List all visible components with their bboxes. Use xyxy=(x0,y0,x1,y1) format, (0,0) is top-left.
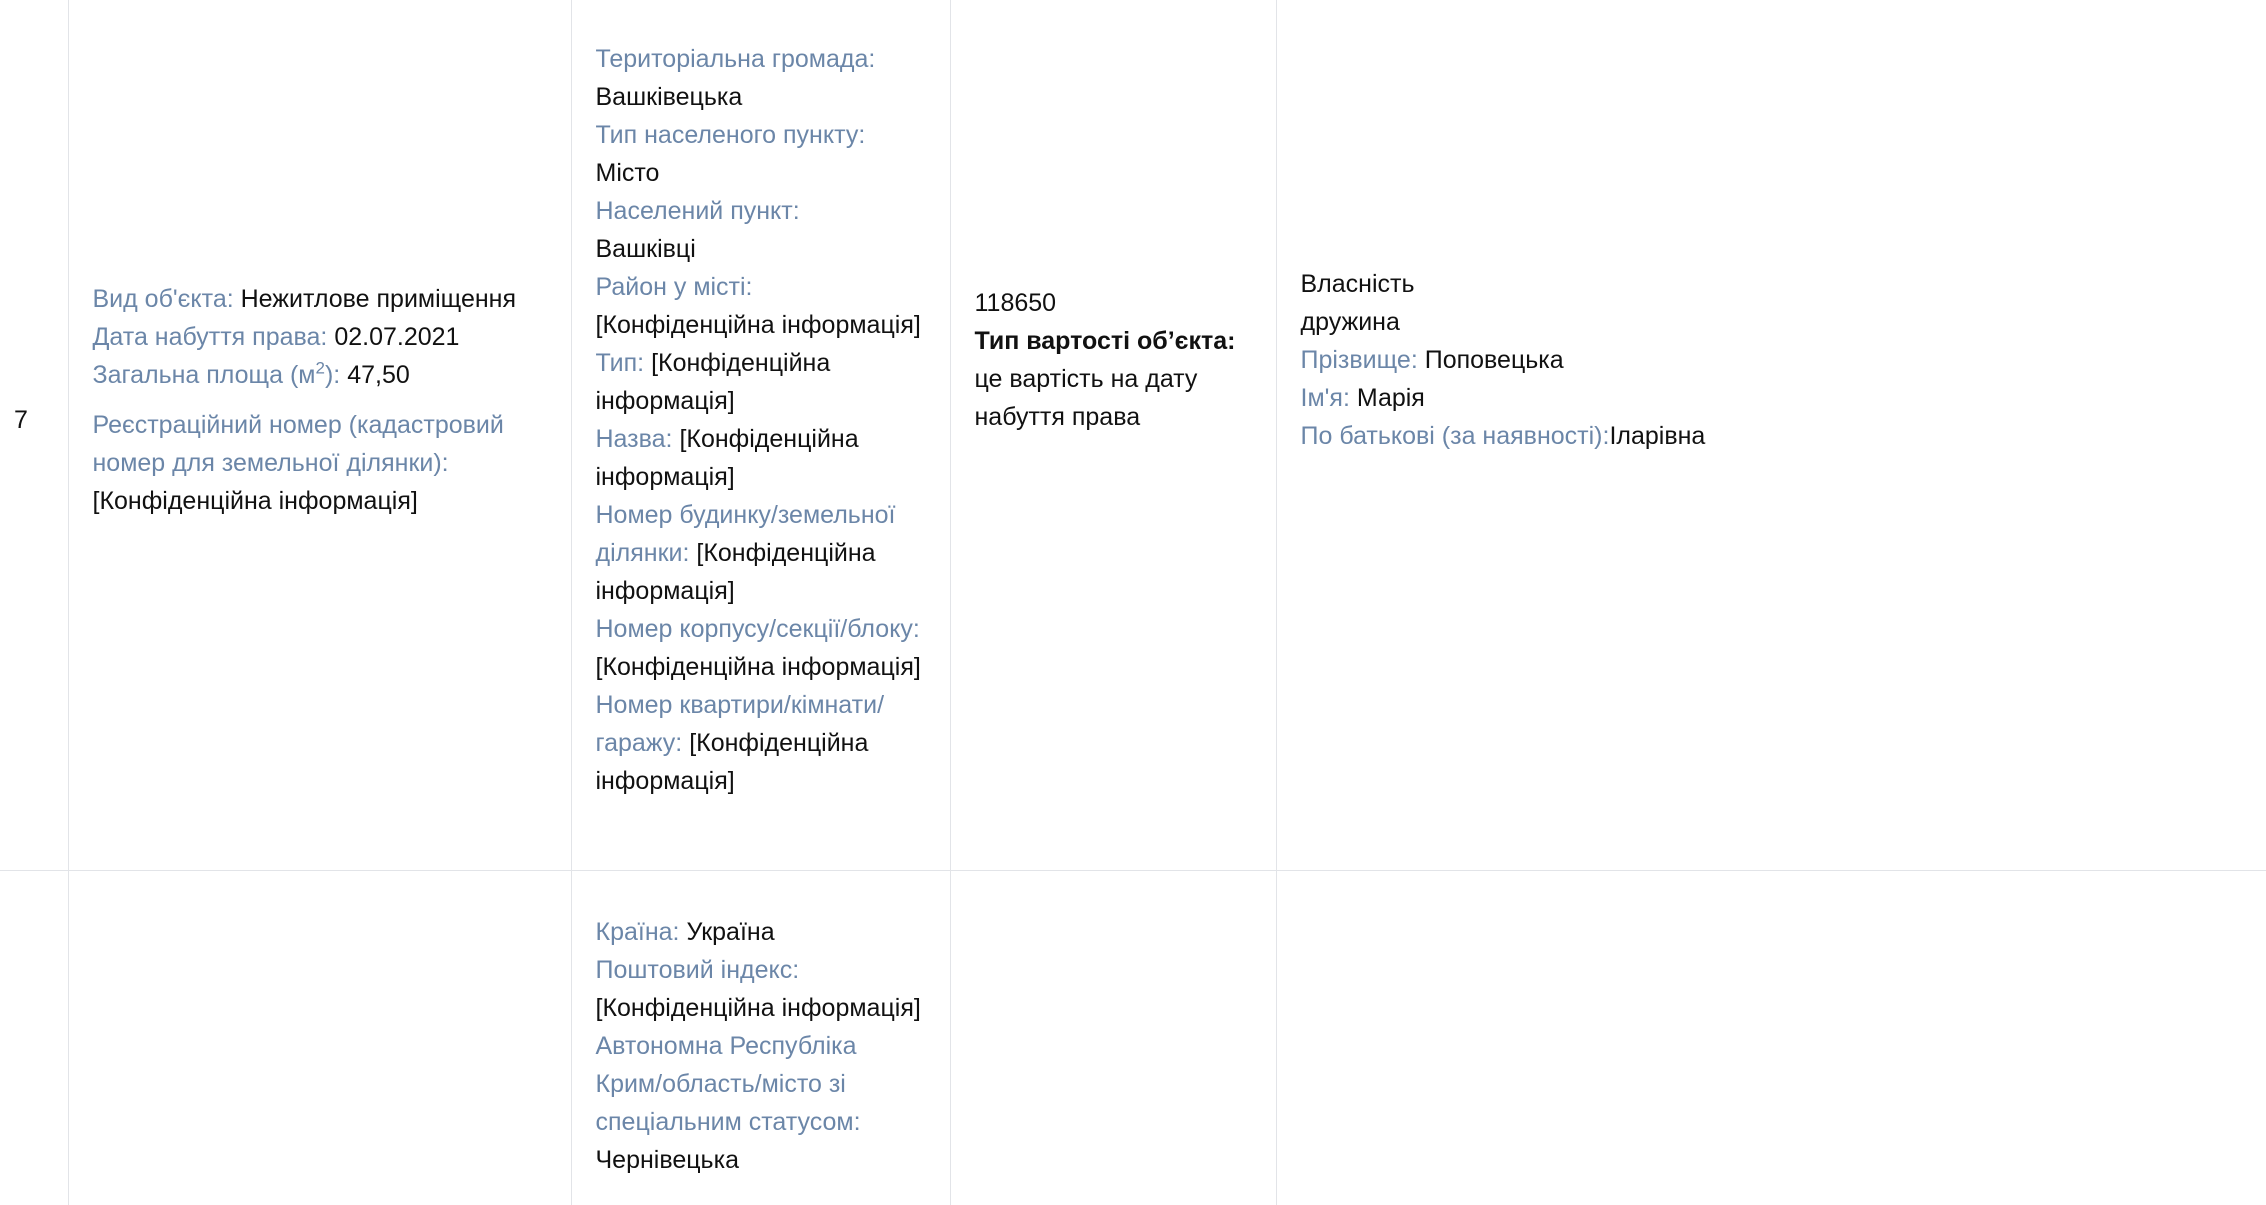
street-name-label: Назва: xyxy=(595,425,673,453)
owner-relation: дружина xyxy=(1300,308,1400,336)
surname-value: Поповецька xyxy=(1424,346,1564,374)
street-type-value: [Конфіденційна інформація] xyxy=(595,349,831,415)
first-name-value: Марія xyxy=(1356,384,1425,412)
settlement-label: Населений пункт: xyxy=(595,197,800,225)
right-info-cell xyxy=(1276,0,2266,871)
object-type-value: Нежитлове приміщення xyxy=(240,285,517,313)
object-info-cell xyxy=(68,0,571,871)
row-number: 7 xyxy=(0,0,68,871)
cost-value: 118650 xyxy=(974,289,1057,317)
area-value: 47,50 xyxy=(347,361,410,389)
object-type-label: Вид об'єкта: xyxy=(92,285,234,313)
right-info-cell-empty xyxy=(1276,871,2266,1205)
postcode-label: Поштовий індекс: xyxy=(595,956,800,984)
region-value: Чернівецька xyxy=(595,1146,739,1174)
region-label: Автономна Республіка Крим/область/місто зі спеціальним статусом: xyxy=(595,1032,861,1136)
house-number-value: [Конфіденційна інформація] xyxy=(595,539,876,605)
country-label: Країна: xyxy=(595,918,680,946)
building-number-value: [Конфіденційна інформація] xyxy=(595,653,921,681)
area-label: Загальна площа $(м^2)$: xyxy=(92,358,341,389)
community-label: Територіальна громада: xyxy=(595,45,876,73)
acquisition-date-value: 02.07.2021 xyxy=(334,323,460,351)
address-cell xyxy=(571,0,950,871)
postcode-value: [Конфіденційна інформація] xyxy=(595,994,921,1022)
registration-number-value: [Конфіденційна інформація] xyxy=(92,487,418,515)
settlement-type-value: Місто xyxy=(595,159,660,187)
registration-number-label: Реєстраційний номер (кадастровий номер для земельної ділянки): xyxy=(92,411,504,477)
acquisition-date-label: Дата набуття права: xyxy=(92,323,328,351)
apartment-number-label: Номер квартири/кімнати/гаражу: xyxy=(595,691,885,757)
street-name-value: [Конфіденційна інформація] xyxy=(595,425,859,491)
district-value: [Конфіденційна інформація] xyxy=(595,311,921,339)
cost-cell xyxy=(950,0,1276,871)
settlement-type-label: Тип населеного пункту: xyxy=(595,121,866,149)
object-info-cell-empty xyxy=(68,871,571,1205)
patronymic-label: По батькові (за наявності): xyxy=(1300,422,1610,450)
surname-label: Прізвище: xyxy=(1300,346,1418,374)
settlement-value: Вашківці xyxy=(595,235,696,263)
house-number-label: Номер будинку/земельної ділянки: xyxy=(595,501,896,567)
district-label: Район у місті: xyxy=(595,273,753,301)
address-cell xyxy=(571,871,950,1205)
cost-type-value: це вартість на дату набуття права xyxy=(974,365,1198,431)
first-name-label: Ім'я: xyxy=(1300,384,1350,412)
apartment-number-value: [Конфіденційна інформація] xyxy=(595,729,869,795)
right-type: Власність xyxy=(1300,270,1415,298)
cost-cell-empty xyxy=(950,871,1276,1205)
community-value: Вашківецька xyxy=(595,83,743,111)
country-value: Україна xyxy=(686,918,775,946)
cost-type-label: Тип вартості об’єкта: xyxy=(974,327,1236,355)
building-number-label: Номер корпусу/секції/блоку: xyxy=(595,615,920,643)
table-row xyxy=(0,871,2266,1205)
row-number-empty xyxy=(0,871,68,1205)
street-type-label: Тип: xyxy=(595,349,645,377)
patronymic-value: Іларівна xyxy=(1609,422,1706,450)
